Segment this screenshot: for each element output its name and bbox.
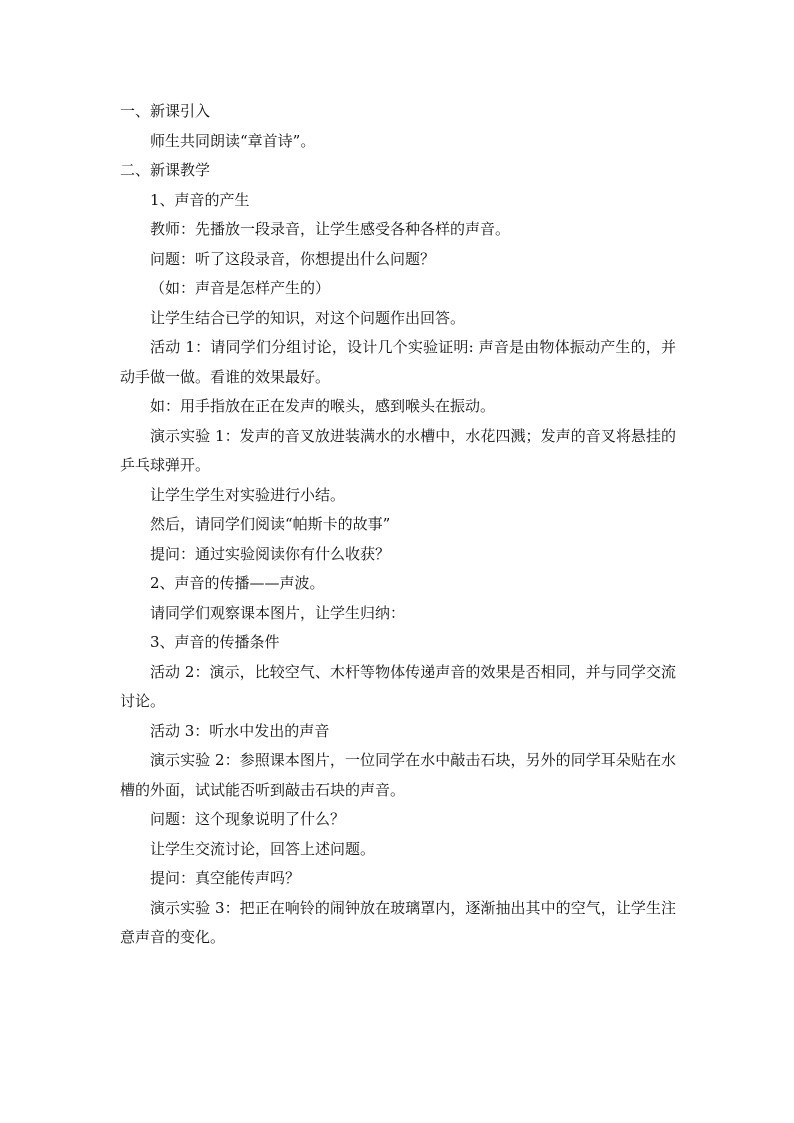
paragraph: 活动 3：听水中发出的声音	[150, 721, 330, 740]
paragraph: 让学生学生对实验进行小结。	[150, 485, 346, 504]
document-body	[120, 97, 676, 953]
paragraph: 问题：这个现象说明了什么？	[150, 810, 346, 828]
paragraph: 师生共同朗读“章首诗”。	[150, 131, 316, 150]
paragraph: 问题：听了这段录音，你想提出什么问题？	[150, 249, 436, 268]
section-heading-2: 二、新课教学	[120, 161, 211, 179]
paragraph: （如：声音是怎样产生的）	[150, 279, 331, 297]
paragraph: 演示实验 3：把正在响铃的闹钟放在玻璃罩内，逐渐抽出其中的空气，让学生注意声音的变化。	[120, 898, 676, 946]
paragraph: 活动 2：演示，比较空气、木杆等物体传递声音的效果是否相同，并与同学交流讨论。	[120, 662, 676, 710]
subheading: 3、声音的传播条件	[150, 633, 280, 651]
section-heading-1: 一、新课引入	[120, 102, 211, 120]
paragraph: 如：用手指放在正在发声的喉头，感到喉头在振动。	[150, 397, 496, 415]
paragraph: 让学生结合已学的知识，对这个问题作出回答。	[150, 308, 466, 327]
paragraph: 然后，请同学们阅读“帕斯卡的故事”	[150, 515, 391, 533]
subheading: 2、声音的传播——声波。	[150, 574, 325, 592]
paragraph: 演示实验 1：发声的音叉放进装满水的水槽中，水花四溅；发声的音叉将悬挂的乒乓球弹开。	[120, 426, 676, 474]
paragraph: 提问：真空能传声吗？	[150, 869, 301, 887]
paragraph: 让学生交流讨论，回答上述问题。	[150, 839, 376, 858]
paragraph: 演示实验 2：参照课本图片，一位同学在水中敲击石块，另外的同学耳朵贴在水槽的外面，试试能否听到敲击石块的声音。	[120, 751, 676, 799]
paragraph: 教师：先播放一段录音，让学生感受各种各样的声音。	[150, 220, 511, 238]
paragraph: 提问：通过实验阅读你有什么收获？	[150, 544, 391, 563]
paragraph: 活动 1：请同学们分组讨论，设计几个实验证明: 声音是由物体振动产生的，并动手做一做。看谁的效果最好。	[120, 338, 676, 386]
subheading: 1、声音的产生	[150, 190, 250, 209]
paragraph: 请同学们观察课本图片，让学生归纳：	[150, 603, 406, 622]
